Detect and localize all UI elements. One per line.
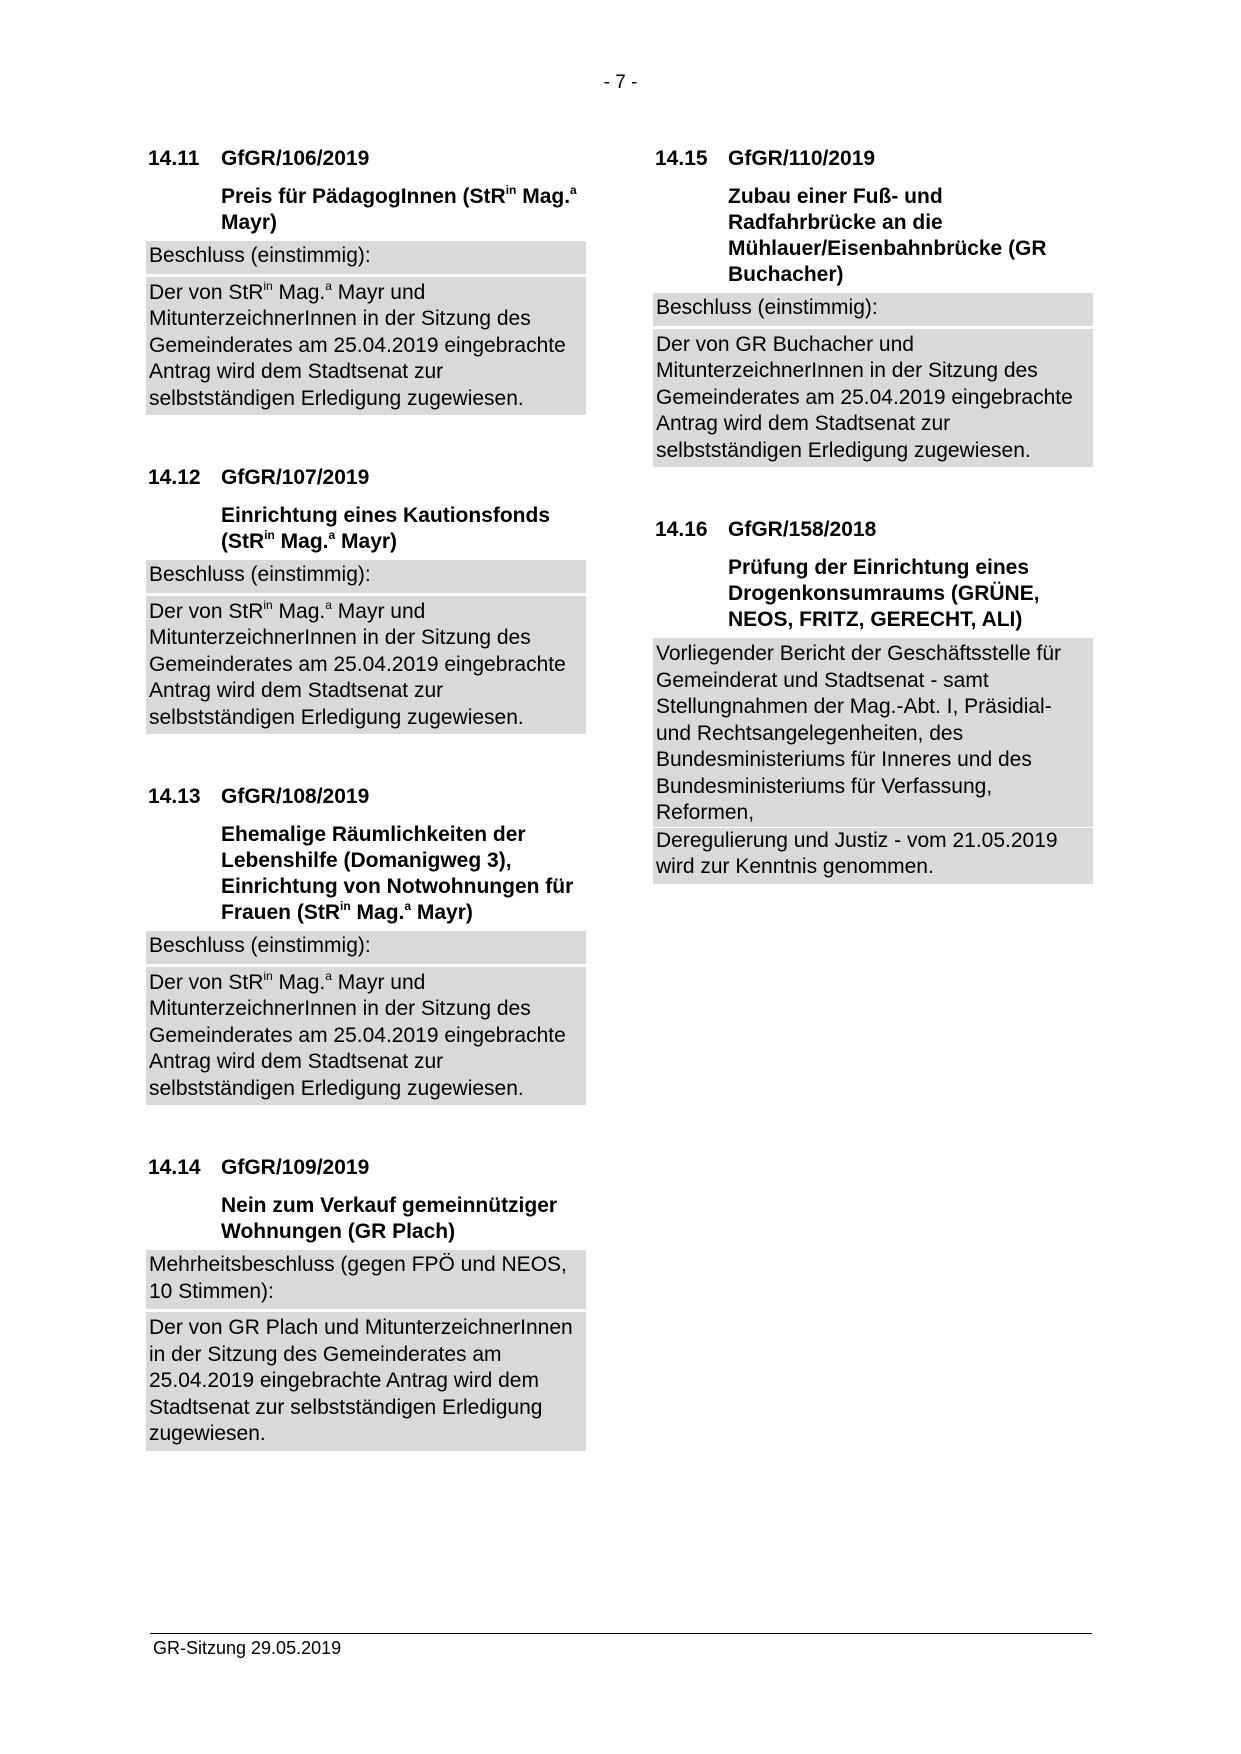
resolution-label: Beschluss (einstimmig): — [146, 560, 586, 593]
resolution-label: Mehrheitsbeschluss (gegen FPÖ und NEOS, 10 Stimmen): — [146, 1250, 586, 1309]
footer-divider — [150, 1633, 1092, 1634]
item-code: GfGR/109/2019 — [221, 1156, 370, 1179]
page-number: - 7 - — [603, 72, 638, 93]
item-heading — [148, 784, 586, 810]
agenda-item-14-12 — [146, 465, 586, 734]
item-heading — [655, 517, 1093, 543]
item-number: 14.16 — [655, 518, 708, 541]
item-title: Nein zum Verkauf gemeinnütziger Wohnungen (GR Plach) — [221, 1194, 558, 1243]
agenda-item-14-15 — [653, 146, 1093, 467]
item-code: GfGR/108/2019 — [221, 785, 370, 808]
report-text: Vorliegender Bericht der Geschäftsstelle für Gemeinderat und Stadtsenat - samt Stellungnahmen der Mag.-Abt. I, Präsidial- und Rechtsangelegenheiten, des Bundesministeriums für Inneres und des Bundesministeriums für Verfassung, Reformen, — [653, 638, 1093, 827]
item-code: GfGR/107/2019 — [221, 466, 370, 489]
right-column — [653, 146, 1093, 884]
left-column — [146, 146, 586, 1451]
footer-session-date: GR-Sitzung 29.05.2019 — [153, 1638, 342, 1658]
item-title: Ehemalige Räumlichkeiten der Lebenshilfe (Domanigweg 3), Einrichtung von Notwohnungen für Frauen (StR$^{in}$ Mag.$^a$ Mayr) — [221, 823, 574, 924]
resolution-text: Der von StR$^{in}$ Mag.$^a$ Mayr und MitunterzeichnerInnen in der Sitzung des Gemeinderates am 25.04.2019 eingebrachte Antrag wird dem Stadtsenat zur selbstständigen Erledigung zugewiesen. — [146, 967, 586, 1106]
item-code: GfGR/106/2019 — [221, 147, 370, 170]
item-number: 14.12 — [148, 466, 201, 489]
item-number: 14.15 — [655, 147, 708, 170]
item-title: Preis für PädagogInnen (StR$^{in}$ Mag.$^a$ Mayr) — [221, 183, 577, 234]
item-heading — [148, 146, 586, 172]
item-heading — [148, 465, 586, 491]
item-number: 14.13 — [148, 785, 201, 808]
report-text-continued: Deregulierung und Justiz - vom 21.05.2019 wird zur Kenntnis genommen. — [653, 828, 1093, 884]
item-heading — [148, 1155, 586, 1181]
item-code: GfGR/158/2018 — [728, 518, 877, 541]
item-title: Zubau einer Fuß- und Radfahrbrücke an die Mühlauer/Eisenbahnbrücke (GR Buchacher) — [728, 185, 1047, 286]
resolution-text: Der von GR Plach und MitunterzeichnerInnen in der Sitzung des Gemeinderates am 25.04.2019 eingebrachte Antrag wird dem Stadtsenat zur selbstständigen Erledigung zugewiesen. — [146, 1312, 586, 1451]
resolution-label: Beschluss (einstimmig): — [146, 931, 586, 964]
agenda-item-14-16 — [653, 517, 1093, 884]
agenda-item-14-13 — [146, 784, 586, 1105]
resolution-text: Der von StR$^{in}$ Mag.$^a$ Mayr und MitunterzeichnerInnen in der Sitzung des Gemeinderates am 25.04.2019 eingebrachte Antrag wird dem Stadtsenat zur selbstständigen Erledigung zugewiesen. — [146, 277, 586, 416]
item-number: 14.11 — [148, 147, 200, 170]
resolution-label: Beschluss (einstimmig): — [146, 241, 586, 274]
agenda-item-14-14 — [146, 1155, 586, 1451]
item-number: 14.14 — [148, 1156, 201, 1179]
item-title: Prüfung der Einrichtung eines Drogenkonsumraums (GRÜNE, NEOS, FRITZ, GERECHT, ALI) — [728, 556, 1040, 631]
agenda-item-14-11 — [146, 146, 586, 415]
item-heading — [655, 146, 1093, 172]
resolution-text: Der von GR Buchacher und MitunterzeichnerInnen in der Sitzung des Gemeinderates am 25.04.2019 eingebrachte Antrag wird dem Stadtsenat zur selbstständigen Erledigung zugewiesen. — [653, 329, 1093, 468]
item-code: GfGR/110/2019 — [728, 147, 876, 170]
item-title: Einrichtung eines Kautionsfonds (StR$^{in}$ Mag.$^a$ Mayr) — [221, 504, 551, 553]
resolution-text: Der von StR$^{in}$ Mag.$^a$ Mayr und MitunterzeichnerInnen in der Sitzung des Gemeinderates am 25.04.2019 eingebrachte Antrag wird dem Stadtsenat zur selbstständigen Erledigung zugewiesen. — [146, 596, 586, 735]
resolution-label: Beschluss (einstimmig): — [653, 293, 1093, 326]
